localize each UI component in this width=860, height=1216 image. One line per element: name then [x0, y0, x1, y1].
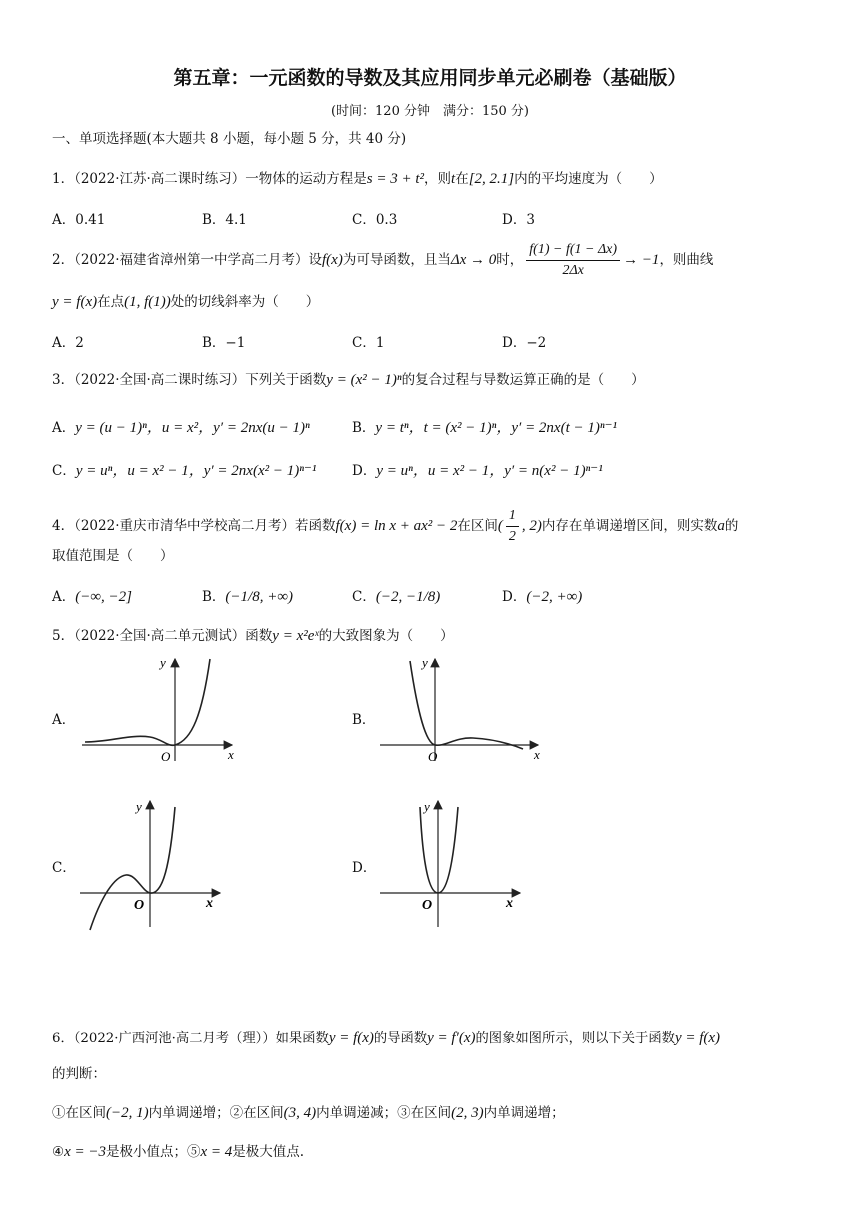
question-source: （2022·全国·高二单元测试）: [74, 628, 246, 644]
exam-info: (时间：120 分钟 满分：150 分): [330, 104, 530, 119]
option-value: y = uⁿ，u = x² − 1，y′ = 2nx(x² − 1)ⁿ⁻¹: [75, 463, 317, 479]
question-text: 在点: [97, 294, 125, 310]
option-label: D．: [352, 463, 377, 479]
formula: y = f(x): [328, 1030, 374, 1046]
option-c[interactable]: [352, 587, 440, 607]
question-number: 3．: [52, 372, 75, 388]
question-6-cont: 的判断：: [52, 1066, 106, 1082]
curve: [420, 807, 458, 893]
origin-label: O: [161, 749, 171, 764]
page-title: 第五章：一元函数的导数及其应用同步单元必刷卷（基础版）: [173, 67, 687, 89]
option-label: A．: [52, 589, 76, 605]
option-d[interactable]: [502, 587, 582, 607]
option-label: C．: [52, 463, 76, 479]
question-4: [52, 506, 738, 547]
question-2: [52, 240, 713, 281]
option-value: (−2, +∞): [526, 589, 583, 605]
origin-label: O: [422, 898, 433, 913]
statement-text: 内单调递减；③在区间: [316, 1105, 452, 1121]
option-label: D．: [502, 589, 527, 605]
option-value: 3: [526, 212, 535, 228]
formula: (1, f(1)): [124, 294, 171, 310]
question-6: [52, 1028, 720, 1049]
option-d[interactable]: [352, 461, 603, 481]
option-value: −2: [526, 335, 547, 351]
formula: y = x²eˣ: [272, 628, 319, 644]
option-value: (−∞, −2]: [75, 589, 133, 605]
option-b[interactable]: B．: [352, 712, 376, 728]
option-a[interactable]: A．: [52, 712, 76, 728]
option-label: A．: [52, 212, 76, 228]
formula: Δx → 0: [450, 252, 497, 268]
fraction-numerator: f(1) − f(1 − Δx): [526, 240, 620, 261]
option-label: D．: [502, 335, 527, 351]
statement-text: 是极小值点；⑤: [106, 1144, 201, 1160]
formula: (: [497, 518, 503, 534]
option-c[interactable]: [352, 210, 397, 230]
interval: [2, 2.1]: [468, 171, 515, 187]
graph-d[interactable]: [378, 795, 528, 935]
formula: x = 4: [200, 1144, 233, 1160]
question-text: 在: [455, 171, 469, 187]
question-text: 在区间: [457, 518, 498, 534]
y-label: y: [424, 799, 430, 814]
question-text: 函数: [245, 628, 273, 644]
question-text: 若函数: [295, 518, 336, 534]
formula: x = −3: [64, 1144, 107, 1160]
origin-label: O: [428, 749, 438, 764]
option-c[interactable]: [52, 461, 316, 481]
question-source: （2022·江苏·高二课时练习）: [74, 171, 246, 187]
question-text: 内的平均速度为（ ）: [514, 171, 663, 187]
question-text: ，则曲线: [659, 252, 714, 268]
statement-line-2: [52, 1142, 304, 1162]
fraction-numerator: 1: [506, 506, 519, 527]
statement-text: ①在区间: [52, 1105, 106, 1121]
fraction-denominator: 2Δx: [562, 263, 584, 278]
variable: t: [451, 171, 456, 187]
question-text: 设: [308, 252, 322, 268]
option-c[interactable]: [352, 333, 384, 353]
statement-line-1: [52, 1103, 565, 1123]
origin-label: O: [134, 898, 145, 913]
question-source: （2022·重庆市清华中学校高二月考）: [74, 518, 295, 534]
question-text: 一物体的运动方程是: [245, 171, 367, 187]
question-number: 5．: [52, 628, 75, 644]
question-text: 的: [724, 518, 739, 534]
question-text: 如果函数: [275, 1031, 329, 1046]
option-label: C．: [352, 335, 376, 351]
y-label: y: [422, 655, 428, 670]
option-a[interactable]: [52, 333, 84, 353]
fraction-denominator: 2: [508, 529, 516, 544]
option-label: B．: [202, 589, 226, 605]
formula: f(x): [322, 252, 343, 268]
formula: y = f′(x): [427, 1030, 476, 1046]
question-source: （2022·广西河池·高二月考（理））: [73, 1031, 276, 1046]
curve: [85, 659, 210, 745]
question-text: 为可导函数，且当: [342, 252, 451, 268]
x-label: x: [228, 747, 234, 762]
fraction: [506, 506, 519, 547]
variable: a: [717, 518, 725, 534]
section-heading: 一、单项选择题(本大题共 8 小题，每小题 5 分，共 40 分): [52, 131, 407, 147]
option-value: 2: [75, 335, 84, 351]
formula: y = f(x): [674, 1030, 721, 1046]
option-value: y = (u − 1)ⁿ，u = x²，y′ = 2nx(u − 1)ⁿ: [75, 420, 310, 436]
option-value: 0.41: [75, 212, 106, 228]
option-d[interactable]: D．: [352, 860, 377, 876]
graph-b[interactable]: [378, 655, 553, 765]
graph-c[interactable]: [78, 795, 228, 935]
question-text: 下列关于函数: [245, 372, 327, 388]
curve: [410, 661, 523, 749]
question-5: [52, 626, 454, 646]
option-value: y = uⁿ，u = x² − 1，y′ = n(x² − 1)ⁿ⁻¹: [376, 463, 603, 479]
option-label: A．: [52, 420, 76, 436]
option-label: C．: [352, 589, 376, 605]
option-value: 0.3: [375, 212, 398, 228]
x-label: x: [506, 896, 513, 911]
option-value: −1: [225, 335, 246, 351]
option-label: A．: [52, 335, 76, 351]
formula: y = (x² − 1)ⁿ: [326, 372, 402, 388]
question-text: 处的切线斜率为（ ）: [170, 294, 320, 310]
fraction: [526, 240, 620, 281]
question-3: [52, 370, 645, 390]
formula: s = 3 + t²: [366, 171, 425, 187]
option-d[interactable]: [502, 333, 546, 353]
y-label: y: [136, 799, 142, 814]
question-text: 的导函数: [373, 1031, 428, 1046]
question-number: 2．: [52, 252, 75, 268]
x-label: x: [534, 747, 540, 762]
question-number: 6．: [52, 1031, 74, 1046]
option-label: B．: [202, 335, 226, 351]
option-b[interactable]: [202, 587, 293, 607]
option-c[interactable]: C．: [52, 860, 76, 876]
formula: y = f(x): [52, 294, 98, 310]
statement-text: 内单调递增；: [483, 1105, 565, 1121]
option-b[interactable]: [352, 418, 617, 438]
y-label: y: [160, 655, 166, 670]
option-a[interactable]: [52, 587, 132, 607]
question-text: 的复合过程与导数运算正确的是（ ）: [401, 372, 645, 388]
question-text: ，则: [424, 171, 452, 187]
option-label: D．: [502, 212, 527, 228]
question-text: 的图象如图所示，则以下关于函数: [475, 1031, 675, 1046]
question-text: 的大致图象为（ ）: [318, 628, 454, 644]
formula: , 2): [521, 518, 542, 534]
graph-a[interactable]: [80, 655, 240, 765]
curve: [90, 807, 175, 930]
option-d[interactable]: [502, 210, 535, 230]
question-number: 1．: [52, 171, 75, 187]
x-label: x: [206, 896, 213, 911]
question-1: [52, 169, 663, 189]
statement-text: 是极大值点.: [232, 1144, 305, 1160]
option-value: y = tⁿ，t = (x² − 1)ⁿ，y′ = 2nx(t − 1)ⁿ⁻¹: [375, 420, 618, 436]
interval: (2, 3): [451, 1105, 484, 1121]
option-a[interactable]: [52, 418, 310, 438]
statement-text: ④: [52, 1144, 65, 1160]
option-b[interactable]: [202, 333, 245, 353]
option-label: B．: [352, 420, 376, 436]
question-number: 4．: [52, 518, 75, 534]
formula: f(x) = ln x + ax² − 2: [335, 518, 458, 534]
question-text: 时，: [496, 252, 524, 268]
option-a[interactable]: [52, 210, 105, 230]
option-value: 4.1: [225, 212, 247, 228]
question-text: 内存在单调递增区间，则实数: [541, 518, 718, 534]
question-4-cont: 取值范围是（ ）: [52, 548, 174, 564]
statement-text: 内单调递增；②在区间: [148, 1105, 284, 1121]
option-value: 1: [375, 335, 385, 351]
question-source: （2022·全国·高二课时练习）: [74, 372, 246, 388]
option-value: (−2, −1/8): [375, 589, 441, 605]
interval: (3, 4): [283, 1105, 317, 1121]
formula: → −1: [623, 252, 660, 268]
interval: (−2, 1): [106, 1105, 149, 1121]
option-label: B．: [202, 212, 226, 228]
option-b[interactable]: [202, 210, 247, 230]
option-value: (−1/8, +∞): [225, 589, 294, 605]
question-2-cont: [52, 292, 319, 312]
question-source: （2022·福建省漳州第一中学高二月考）: [74, 252, 309, 268]
option-label: C．: [352, 212, 376, 228]
